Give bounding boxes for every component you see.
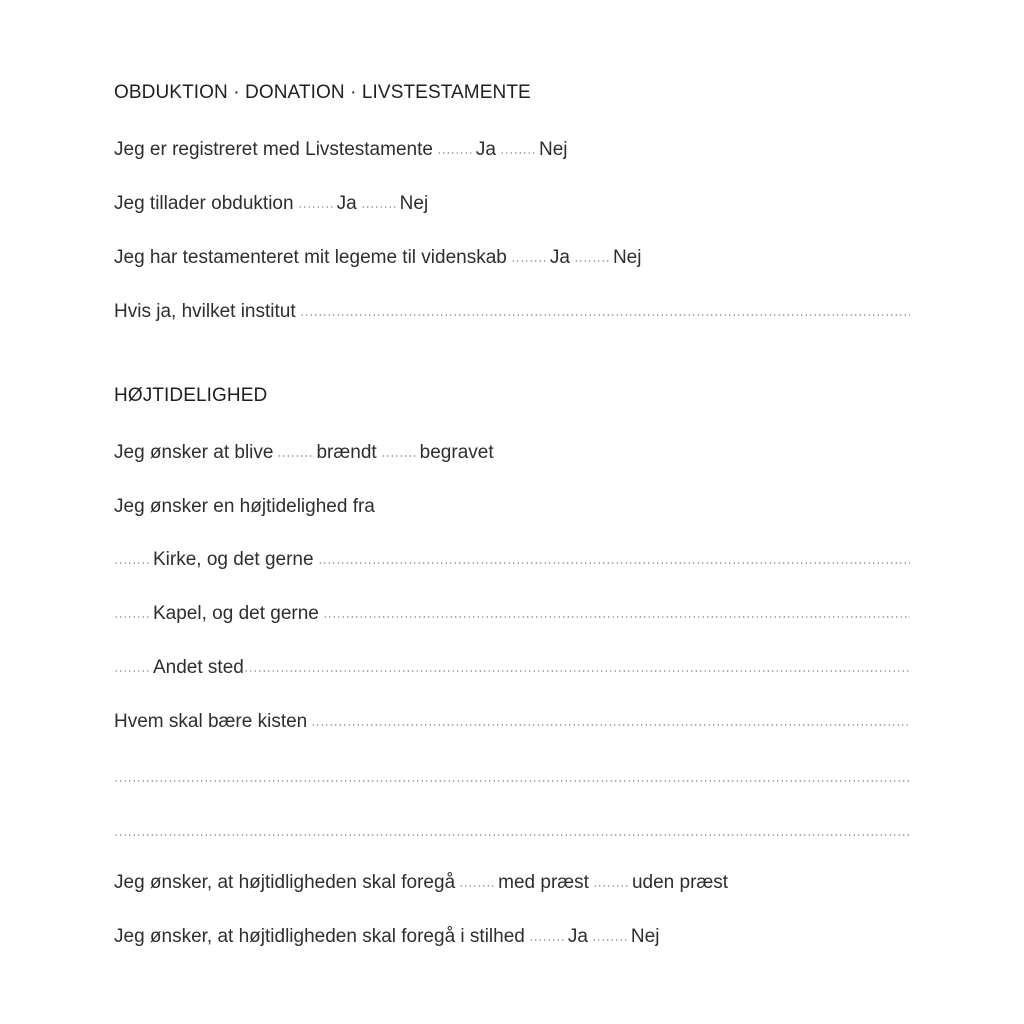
begravet-blank[interactable] bbox=[381, 455, 417, 457]
form-page bbox=[114, 0, 910, 1024]
stilhed-no-blank[interactable] bbox=[592, 939, 628, 941]
kisten-label: Hvem skal bære kisten bbox=[114, 711, 308, 732]
institut-field[interactable] bbox=[300, 314, 910, 316]
videnskab-yes-option: Ja bbox=[549, 247, 570, 268]
praest-label: Jeg ønsker, at højtidligheden skal foregå bbox=[114, 872, 456, 893]
braendt-option: brændt bbox=[316, 442, 377, 463]
andet-row bbox=[114, 656, 910, 680]
livstestamente-no-option: Nej bbox=[539, 139, 568, 160]
kisten-field[interactable] bbox=[311, 724, 910, 726]
sted-intro-row bbox=[114, 495, 375, 519]
kisten-extra-line-2[interactable] bbox=[114, 834, 910, 836]
andet-blank[interactable] bbox=[114, 670, 150, 672]
videnskab-yes-blank[interactable] bbox=[511, 260, 547, 262]
kirke-field[interactable] bbox=[318, 562, 910, 564]
livstestamente-yes-blank[interactable] bbox=[437, 152, 473, 154]
videnskab-row bbox=[114, 246, 641, 270]
obduktion-yes-blank[interactable] bbox=[298, 206, 334, 208]
med-praest-blank[interactable] bbox=[459, 885, 495, 887]
section-heading-hojtidelighed: HØJTIDELIGHED bbox=[114, 385, 268, 406]
kisten-row bbox=[114, 710, 910, 734]
kisten-extra-line-1[interactable] bbox=[114, 780, 910, 782]
obduktion-yes-option: Ja bbox=[336, 193, 357, 214]
sted-intro-label: Jeg ønsker en højtidelighed fra bbox=[114, 496, 375, 517]
uden-praest-blank[interactable] bbox=[593, 885, 629, 887]
videnskab-no-blank[interactable] bbox=[574, 260, 610, 262]
livstestamente-yes-option: Ja bbox=[475, 139, 496, 160]
andet-field[interactable] bbox=[244, 670, 910, 672]
obduktion-no-option: Nej bbox=[399, 193, 429, 214]
stilhed-yes-blank[interactable] bbox=[529, 939, 565, 941]
andet-label: Andet sted bbox=[153, 657, 244, 678]
stilhed-no-option: Nej bbox=[630, 926, 660, 947]
obduktion-no-blank[interactable] bbox=[361, 206, 397, 208]
institut-label: Hvis ja, hvilket institut bbox=[114, 301, 296, 322]
kirke-blank[interactable] bbox=[114, 562, 150, 564]
begravet-option: begravet bbox=[419, 442, 494, 463]
kapel-label: Kapel, og det gerne bbox=[153, 603, 319, 624]
obduktion-label: Jeg tillader obduktion bbox=[114, 193, 294, 214]
braendt-blank[interactable] bbox=[277, 455, 313, 457]
praest-row bbox=[114, 871, 728, 895]
uden-praest-option: uden præst bbox=[631, 872, 729, 893]
livstestamente-label: Jeg er registreret med Livstestamente bbox=[114, 139, 433, 160]
kapel-field[interactable] bbox=[323, 616, 910, 618]
institut-row bbox=[114, 300, 910, 324]
stilhed-row bbox=[114, 925, 659, 949]
stilhed-label: Jeg ønsker, at højtidligheden skal foregå i stilhed bbox=[114, 926, 525, 947]
begravelse-row bbox=[114, 441, 494, 465]
kapel-row bbox=[114, 602, 910, 626]
videnskab-no-option: Nej bbox=[612, 247, 642, 268]
livstestamente-row bbox=[114, 138, 568, 162]
livstestamente-no-blank[interactable] bbox=[500, 152, 536, 154]
kapel-blank[interactable] bbox=[114, 616, 150, 618]
obduktion-row bbox=[114, 192, 428, 216]
med-praest-option: med præst bbox=[498, 872, 589, 893]
videnskab-label: Jeg har testamenteret mit legeme til videnskab bbox=[114, 247, 507, 268]
section-heading-obduktion: OBDUKTION · DONATION · LIVSTESTAMENTE bbox=[114, 82, 531, 103]
begravelse-label: Jeg ønsker at blive bbox=[114, 442, 274, 463]
stilhed-yes-option: Ja bbox=[567, 926, 588, 947]
kirke-row bbox=[114, 548, 910, 572]
kirke-label: Kirke, og det gerne bbox=[153, 549, 314, 570]
